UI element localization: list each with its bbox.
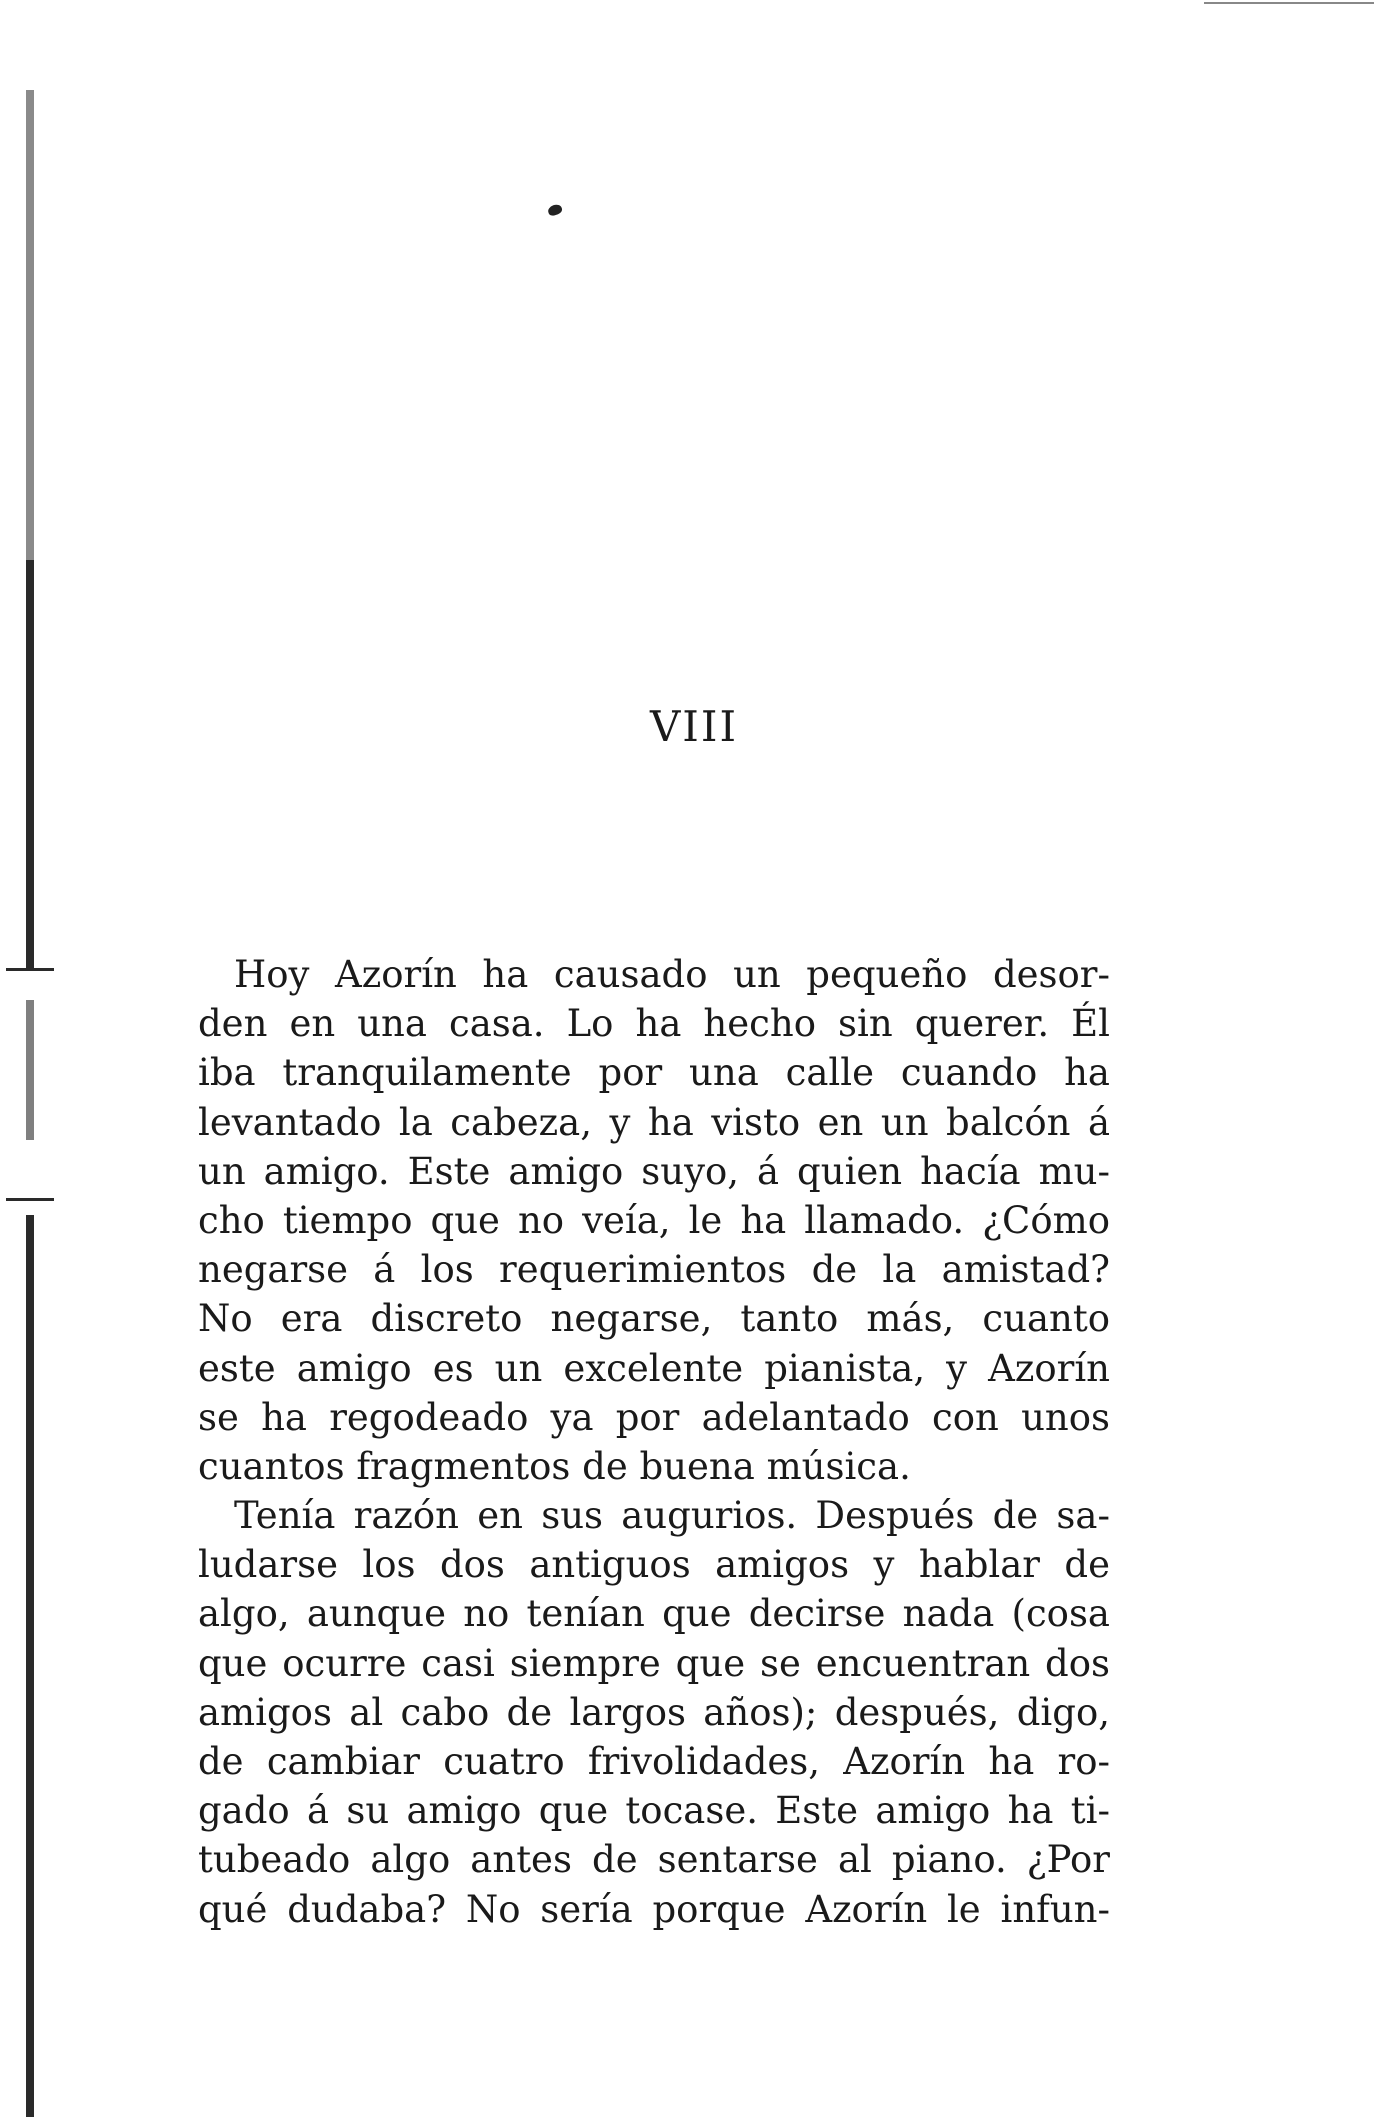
text-line: levantado la cabeza, y ha visto en un balcón á xyxy=(198,1100,1110,1144)
text-line: que ocurre casi siempre que se encuentran dos xyxy=(198,1641,1110,1685)
top-edge-rule xyxy=(1204,2,1374,4)
text-line: negarse á los requerimientos de la amistad? xyxy=(198,1248,1110,1292)
text-line: No era discreto negarse, tanto más, cuanto xyxy=(198,1297,1110,1341)
ink-mark xyxy=(547,203,564,217)
text-line: tubeado algo antes de sentarse al piano. ¿Por xyxy=(198,1838,1110,1882)
page-binding-edge xyxy=(0,0,60,2117)
text-line: este amigo es un excelente pianista, y Azorín xyxy=(198,1346,1110,1390)
text-line: cho tiempo que no veía, le ha llamado. ¿Cómo xyxy=(198,1198,1110,1242)
text-line: qué dudaba? No sería porque Azorín le infun- xyxy=(198,1887,1110,1931)
text-line: algo, aunque no tenían que decirse nada (cosa xyxy=(198,1592,1110,1636)
text-line: gado á su amigo que tocase. Este amigo ha ti- xyxy=(198,1789,1110,1833)
text-line: ludarse los dos antiguos amigos y hablar de xyxy=(198,1543,1110,1587)
chapter-number: VIII xyxy=(649,702,739,751)
paragraph-1 xyxy=(198,950,1110,1491)
paragraph-2 xyxy=(198,1491,1110,1934)
text-line: iba tranquilamente por una calle cuando ha xyxy=(198,1051,1110,1095)
text-line: Hoy Azorín ha causado un pequeño desor- xyxy=(234,953,1110,996)
text-line: se ha regodeado ya por adelantado con unos xyxy=(198,1395,1110,1439)
body-text xyxy=(198,950,1110,1934)
text-line: den en una casa. Lo ha hecho sin querer. Él xyxy=(198,1002,1110,1046)
text-line: de cambiar cuatro frivolidades, Azorín ha ro- xyxy=(198,1740,1110,1783)
text-line: amigos al cabo de largos años); después, digo, xyxy=(198,1690,1110,1734)
text-line: un amigo. Este amigo suyo, á quien hacía mu- xyxy=(198,1149,1110,1193)
text-line: Tenía razón en sus augurios. Después de sa- xyxy=(234,1494,1110,1538)
text-line: cuantos fragmentos de buena música. xyxy=(198,1444,911,1488)
